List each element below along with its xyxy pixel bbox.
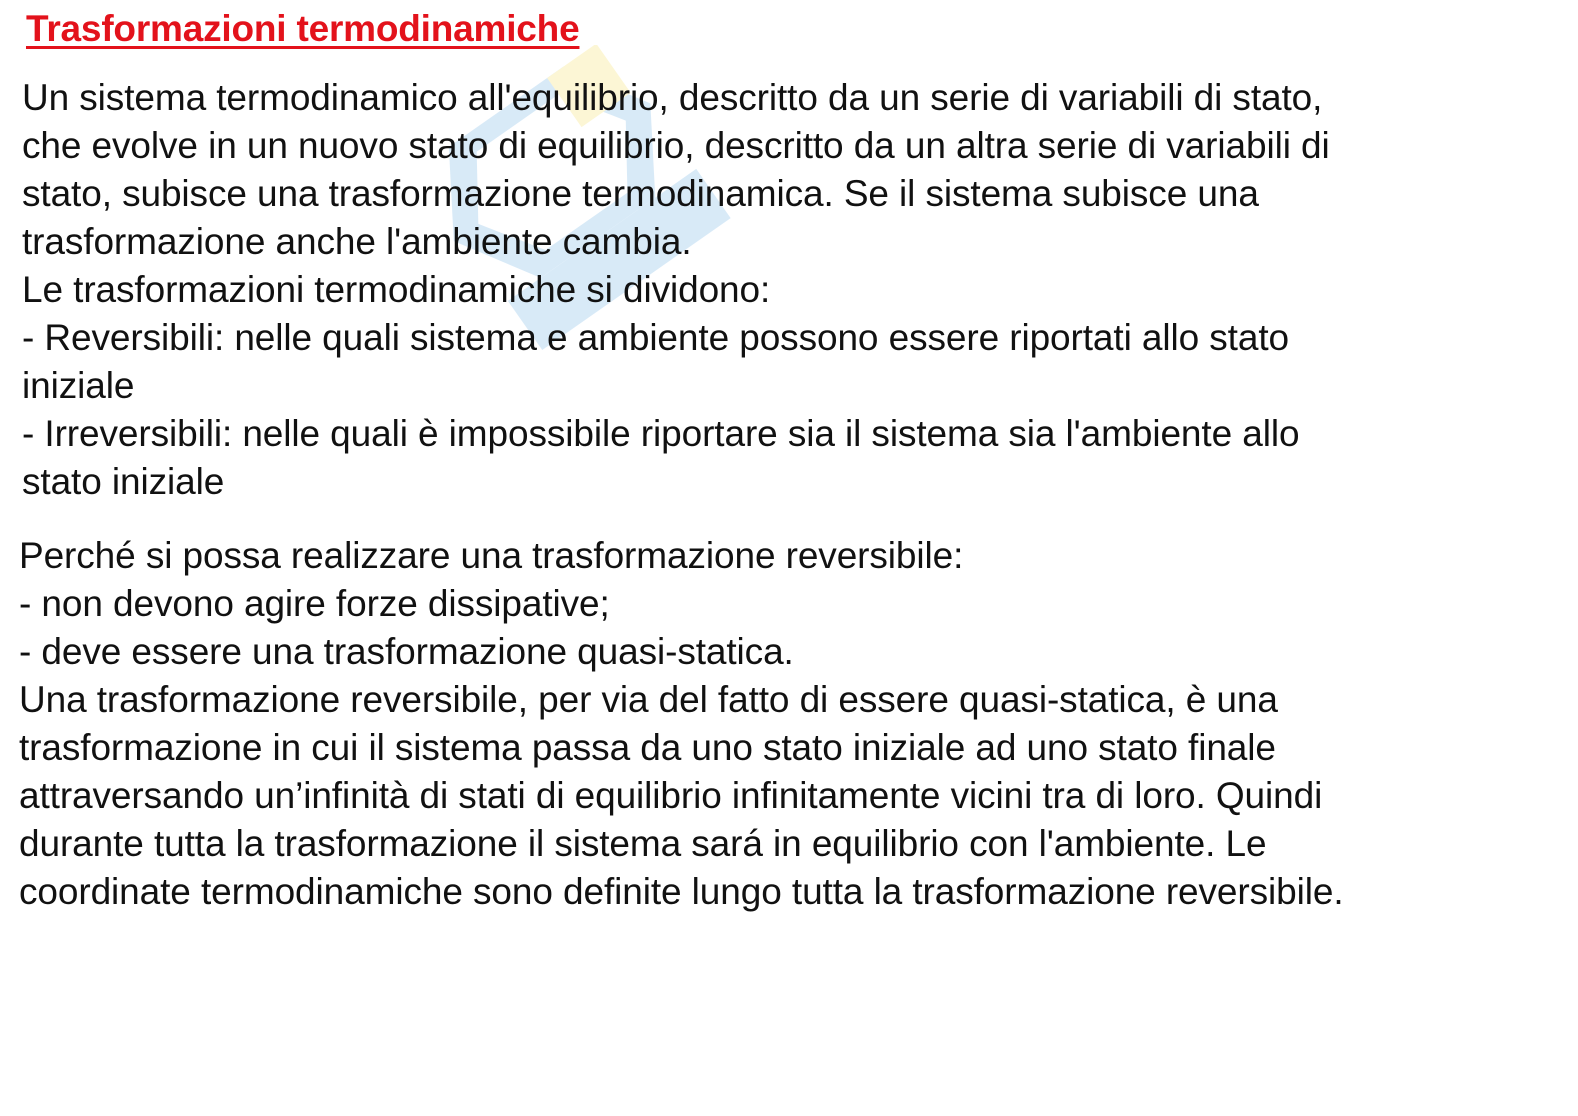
list-item-condition: - deve essere una trasformazione quasi-statica. (19, 631, 794, 672)
paragraph-line: Un sistema termodinamico all'equilibrio, descritto da un serie di variabili di stato, (22, 77, 1323, 118)
list-item-reversibili: - Reversibili: nelle quali sistema e ambiente possono essere riportati allo stato (22, 317, 1289, 358)
paragraph-line: trasformazione anche l'ambiente cambia. (22, 221, 692, 262)
list-item-reversibili-cont: iniziale (22, 365, 135, 406)
list-item-irreversibili: - Irreversibili: nelle quali è impossibile riportare sia il sistema sia l'ambiente allo (22, 413, 1300, 454)
paragraph-line: che evolve in un nuovo stato di equilibrio, descritto da un altra serie di variabili di (22, 125, 1330, 166)
text-block-intro (22, 74, 1330, 506)
page-title: Trasformazioni termodinamiche (26, 8, 580, 49)
paragraph-line: durante tutta la trasformazione il sistema sará in equilibrio con l'ambiente. Le (19, 823, 1267, 864)
paragraph-line: coordinate termodinamiche sono definite lungo tutta la trasformazione reversibile. (19, 871, 1344, 912)
list-item-irreversibili-cont: stato iniziale (22, 461, 225, 502)
paragraph-line: trasformazione in cui il sistema passa da uno stato iniziale ad uno stato finale (19, 727, 1276, 768)
paragraph-line: attraversando un’infinità di stati di equilibrio infinitamente vicini tra di loro. Quindi (19, 775, 1323, 816)
paragraph-line: Una trasformazione reversibile, per via del fatto di essere quasi-statica, è una (19, 679, 1278, 720)
paragraph-line: Le trasformazioni termodinamiche si dividono: (22, 269, 771, 310)
list-item-condition: - non devono agire forze dissipative; (19, 583, 610, 624)
paragraph-line: stato, subisce una trasformazione termodinamica. Se il sistema subisce una (22, 173, 1259, 214)
paragraph-line: Perché si possa realizzare una trasformazione reversibile: (19, 535, 964, 576)
text-block-reversible (19, 532, 1344, 916)
